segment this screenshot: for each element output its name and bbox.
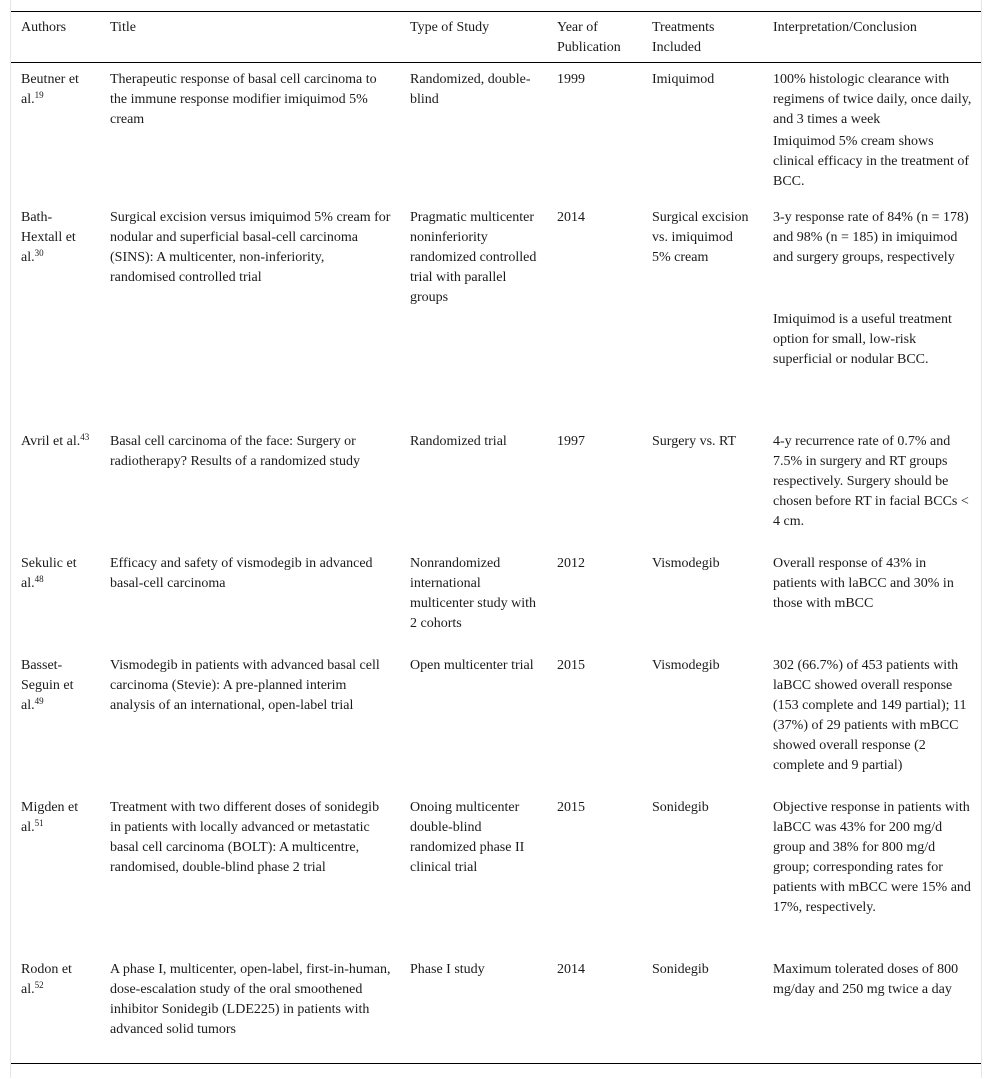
reference-number: 52 — [34, 979, 44, 990]
cell-authors — [11, 552, 100, 654]
cell-year: 2015 — [557, 657, 585, 673]
reference-number: 51 — [34, 817, 44, 828]
cell-title: Vismodegib in patients with advanced basal cell carcinoma (Stevie): A pre-planned interim analysis of an international, open-label trial — [110, 657, 380, 713]
cell-conclusion — [763, 796, 981, 958]
cell-authors — [11, 958, 100, 1064]
table-row — [11, 654, 981, 796]
reference-number: 43 — [80, 431, 90, 442]
cell-type: Pragmatic multicenter noninferiority randomized controlled trial with parallel groups — [410, 209, 537, 305]
cell-conclusion — [763, 654, 981, 796]
cell-title: Efficacy and safety of vismodegib in advanced basal-cell carcinoma — [110, 555, 373, 591]
author-name: Beutner et al. — [21, 72, 79, 107]
table-row — [11, 63, 981, 206]
header-authors: Authors — [11, 12, 100, 63]
cell-type: Open multicenter trial — [410, 657, 534, 673]
studies-table — [11, 11, 981, 1064]
reference-number: 19 — [34, 90, 44, 100]
cell-authors — [11, 796, 100, 958]
cell-treatments: Surgical excision vs. imiquimod 5% cream — [652, 209, 749, 265]
cell-type: Onoing multicenter double-blind randomized phase II clinical trial — [410, 799, 525, 875]
author-name: Migden et al. — [21, 799, 79, 835]
cell-conclusion — [763, 430, 981, 552]
conclusion-text: Overall response of 43% in patients with laBCC and 30% in those with mBCC — [773, 555, 954, 611]
cell-title: Basal cell carcinoma of the face: Surgery or radiotherapy? Results of a randomized study — [110, 433, 360, 469]
table-row — [11, 430, 981, 552]
author-name: Sekulic et al. — [21, 555, 77, 591]
header-year: Year of Publication — [547, 12, 642, 63]
conclusion-text: 3-y response rate of 84% (n = 178) and 98% (n = 185) in imiquimod and surgery groups, respectively — [773, 209, 969, 265]
cell-authors — [11, 206, 100, 430]
table-row — [11, 958, 981, 1064]
cell-type: Randomized trial — [410, 433, 507, 449]
header-row — [11, 12, 981, 63]
cell-conclusion — [763, 958, 981, 1064]
conclusion-text: Imiquimod 5% cream shows clinical efficacy in the treatment of BCC. — [773, 134, 970, 189]
cell-title: Surgical excision versus imiquimod 5% cream for nodular and superficial basal-cell carcinoma (SINS): A multicenter, non-inferiority, randomised controlled trial — [110, 209, 391, 285]
cell-conclusion — [763, 63, 981, 206]
table-row — [11, 552, 981, 654]
cell-type: Randomized, double-blind — [410, 72, 531, 107]
conclusion-text: Objective response in patients with laBCC was 43% for 200 mg/d group and 38% for 800 mg/d group; corresponding rates for patients with mBCC were 15% and 17%, respectively. — [773, 799, 971, 915]
cell-treatments: Vismodegib — [652, 657, 720, 673]
cell-title: Treatment with two different doses of sonidegib in patients with locally advanced or metastatic basal cell carcinoma (BOLT): A multicentre, randomised, double-blind phase 2 trial — [110, 799, 380, 875]
cell-authors — [11, 430, 100, 552]
table-row — [11, 206, 981, 430]
cell-treatments: Imiquimod — [652, 72, 715, 87]
cell-year: 2014 — [547, 958, 642, 1064]
conclusion-text: 4-y recurrence rate of 0.7% and 7.5% in surgery and RT groups respectively. Surgery should be chosen before RT in facial BCCs < 4 cm. — [773, 433, 969, 529]
cell-type: Nonrandomized international multicenter study with 2 cohorts — [410, 555, 536, 631]
cell-treatments: Surgery vs. RT — [652, 433, 737, 449]
conclusion-text: Maximum tolerated doses of 800 mg/day and 250 mg twice a day — [773, 961, 959, 997]
cell-year: 1999 — [557, 72, 585, 87]
table-row — [11, 796, 981, 958]
header-treatments: Treatments Included — [642, 12, 763, 63]
author-name: Bath-Hextall et al. — [21, 209, 76, 265]
cell-year: 2014 — [557, 209, 585, 225]
header-title: Title — [100, 12, 400, 63]
cell-type: Phase I study — [400, 958, 547, 1064]
cell-authors — [11, 63, 100, 206]
author-name: Rodon et al. — [21, 961, 72, 997]
reference-number: 49 — [34, 695, 44, 706]
cell-title: Therapeutic response of basal cell carcinoma to the immune response modifier imiquimod 5% cream — [110, 72, 377, 127]
cell-treatments: Sonidegib — [642, 958, 763, 1064]
cell-conclusion — [763, 552, 981, 654]
cell-treatments: Sonidegib — [652, 799, 709, 815]
cell-title: A phase I, multicenter, open-label, first-in-human, dose-escalation study of the oral smoothened inhibitor Sonidegib (LDE225) in patients with advanced solid tumors — [100, 958, 400, 1064]
reference-number: 48 — [34, 573, 44, 584]
cell-treatments: Vismodegib — [652, 555, 720, 571]
author-name: Avril et al. — [21, 433, 81, 449]
conclusion-text: 100% histologic clearance with regimens of twice daily, once daily, and 3 times a week — [773, 72, 972, 127]
cell-authors — [11, 654, 100, 796]
header-conclusion: Interpretation/Conclusion — [763, 12, 981, 63]
author-name: Basset-Seguin et al. — [21, 657, 74, 713]
reference-number: 30 — [34, 247, 44, 258]
cell-year: 1997 — [557, 433, 585, 449]
cell-year: 2012 — [557, 555, 585, 571]
conclusion-text: Imiquimod is a useful treatment option for small, low-risk superficial or nodular BCC. — [773, 311, 952, 367]
conclusion-text: 302 (66.7%) of 453 patients with laBCC showed overall response (153 complete and 149 partial); 11 (37%) of 29 patients with mBCC showed overall response (2 complete and 9 partial) — [773, 657, 967, 773]
header-type: Type of Study — [400, 12, 547, 63]
cell-year: 2015 — [557, 799, 585, 815]
cell-conclusion — [763, 206, 981, 430]
